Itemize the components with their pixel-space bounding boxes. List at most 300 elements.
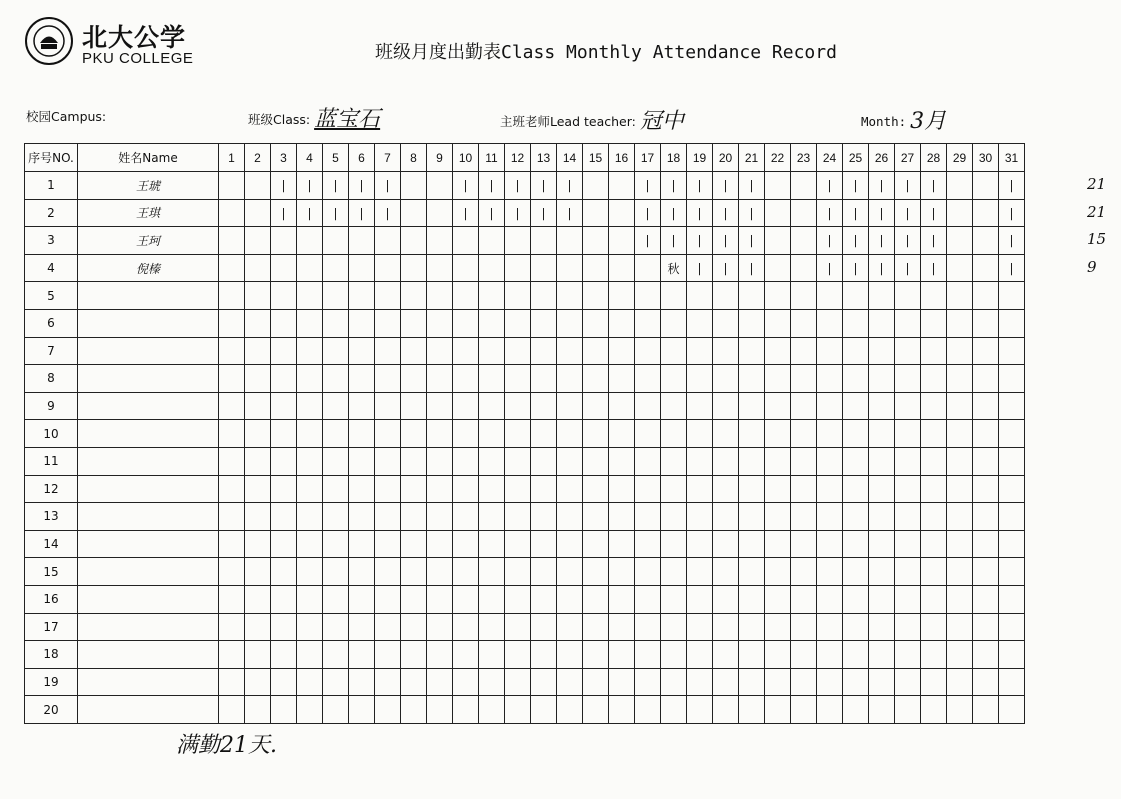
attendance-cell: [557, 254, 583, 282]
attendance-cell: [869, 199, 895, 227]
attendance-cell: [895, 282, 921, 310]
attendance-cell: [765, 365, 791, 393]
attendance-cell: [323, 447, 349, 475]
attendance-cell: [323, 558, 349, 586]
attendance-cell: [297, 530, 323, 558]
row-number: 18: [25, 641, 78, 669]
attendance-cell: [349, 254, 375, 282]
attendance-cell: [297, 503, 323, 531]
row-number: 8: [25, 365, 78, 393]
attendance-cell: [375, 558, 401, 586]
attendance-cell: [947, 309, 973, 337]
attendance-cell: [479, 530, 505, 558]
campus-field: [26, 104, 110, 128]
attendance-cell: [765, 199, 791, 227]
attendance-cell: [375, 392, 401, 420]
attendance-cell: [219, 475, 245, 503]
attendance-cell: [843, 199, 869, 227]
attendance-cell: [427, 420, 453, 448]
attendance-cell: [557, 447, 583, 475]
attendance-cell: [401, 447, 427, 475]
attendance-cell: [531, 172, 557, 200]
attendance-cell: [817, 585, 843, 613]
attendance-cell: [895, 309, 921, 337]
attendance-cell: [479, 199, 505, 227]
attendance-cell: [609, 420, 635, 448]
attendance-cell: [791, 309, 817, 337]
attendance-mark: |: [1009, 261, 1014, 276]
attendance-cell: [245, 558, 271, 586]
attendance-cell: [401, 668, 427, 696]
attendance-cell: [687, 227, 713, 255]
attendance-cell: [973, 309, 999, 337]
attendance-cell: [609, 530, 635, 558]
table-row: [25, 337, 1025, 365]
attendance-mark: |: [827, 178, 832, 193]
attendance-cell: [375, 668, 401, 696]
attendance-cell: [583, 530, 609, 558]
attendance-cell: [609, 696, 635, 724]
attendance-cell: [817, 503, 843, 531]
attendance-cell: [713, 585, 739, 613]
attendance-cell: [921, 641, 947, 669]
attendance-cell: [479, 309, 505, 337]
attendance-cell: [219, 365, 245, 393]
attendance-cell: [791, 282, 817, 310]
row-number: 3: [25, 227, 78, 255]
attendance-cell: [531, 227, 557, 255]
attendance-cell: [349, 309, 375, 337]
attendance-cell: [843, 254, 869, 282]
row-number: 13: [25, 503, 78, 531]
attendance-cell: [609, 503, 635, 531]
attendance-cell: [557, 365, 583, 393]
attendance-cell: [401, 558, 427, 586]
attendance-cell: [531, 585, 557, 613]
attendance-mark: |: [827, 261, 832, 276]
row-number: 16: [25, 585, 78, 613]
attendance-cell: [583, 254, 609, 282]
attendance-cell: [843, 309, 869, 337]
attendance-cell: [427, 668, 453, 696]
attendance-cell: [375, 172, 401, 200]
attendance-cell: [505, 365, 531, 393]
attendance-cell: [999, 475, 1025, 503]
attendance-cell: [453, 641, 479, 669]
attendance-cell: [219, 558, 245, 586]
student-name: 王琥: [78, 172, 219, 200]
attendance-cell: [323, 475, 349, 503]
attendance-cell: [531, 696, 557, 724]
attendance-cell: [323, 282, 349, 310]
attendance-cell: [297, 641, 323, 669]
attendance-cell: [791, 475, 817, 503]
attendance-table: [24, 143, 1025, 724]
attendance-cell: [453, 696, 479, 724]
attendance-cell: [921, 503, 947, 531]
attendance-cell: [427, 199, 453, 227]
attendance-cell: [739, 199, 765, 227]
attendance-cell: [947, 503, 973, 531]
attendance-cell: [219, 503, 245, 531]
attendance-cell: [401, 503, 427, 531]
teacher-value: 冠中: [639, 109, 684, 134]
attendance-cell: [713, 641, 739, 669]
attendance-cell: [531, 613, 557, 641]
attendance-cell: [843, 696, 869, 724]
attendance-cell: [817, 641, 843, 669]
attendance-cell: [453, 227, 479, 255]
attendance-cell: [791, 668, 817, 696]
attendance-cell: [869, 254, 895, 282]
attendance-mark: |: [723, 205, 728, 220]
attendance-cell: [531, 530, 557, 558]
attendance-mark: |: [281, 178, 286, 193]
attendance-cell: [245, 613, 271, 641]
attendance-cell: [791, 199, 817, 227]
attendance-cell: [791, 447, 817, 475]
attendance-cell: [947, 668, 973, 696]
row-number: 14: [25, 530, 78, 558]
day-header: 23: [791, 144, 817, 172]
attendance-cell: [921, 309, 947, 337]
attendance-cell: [921, 365, 947, 393]
attendance-cell: [323, 337, 349, 365]
attendance-cell: [817, 558, 843, 586]
attendance-mark: |: [307, 205, 312, 220]
attendance-cell: [271, 227, 297, 255]
attendance-cell: [635, 475, 661, 503]
table-row: [25, 696, 1025, 724]
attendance-cell: [791, 227, 817, 255]
attendance-cell: [531, 475, 557, 503]
attendance-mark: |: [333, 178, 338, 193]
day-header: 4: [297, 144, 323, 172]
attendance-cell: [791, 530, 817, 558]
attendance-mark: |: [697, 205, 702, 220]
attendance-cell: [271, 613, 297, 641]
attendance-cell: [843, 503, 869, 531]
attendance-cell: [895, 447, 921, 475]
row-total: 21: [1087, 202, 1107, 221]
table-row: [25, 254, 1025, 282]
student-name: [78, 365, 219, 393]
attendance-cell: [947, 613, 973, 641]
table-row: [25, 530, 1025, 558]
attendance-cell: [583, 558, 609, 586]
attendance-cell: [973, 641, 999, 669]
attendance-cell: [661, 558, 687, 586]
attendance-cell: [557, 641, 583, 669]
attendance-cell: [765, 337, 791, 365]
attendance-mark: |: [645, 233, 650, 248]
attendance-cell: [973, 172, 999, 200]
attendance-cell: [947, 337, 973, 365]
attendance-cell: [739, 530, 765, 558]
attendance-cell: [505, 530, 531, 558]
attendance-cell: [921, 585, 947, 613]
attendance-cell: [349, 392, 375, 420]
attendance-cell: [947, 420, 973, 448]
attendance-cell: [999, 337, 1025, 365]
day-header: 28: [921, 144, 947, 172]
attendance-cell: [453, 475, 479, 503]
attendance-cell: [557, 503, 583, 531]
attendance-cell: [479, 227, 505, 255]
attendance-cell: [427, 227, 453, 255]
handwritten-note: 满勤21天.: [176, 733, 277, 758]
attendance-cell: [427, 309, 453, 337]
attendance-cell: [219, 668, 245, 696]
student-name: 王琪: [78, 199, 219, 227]
attendance-cell: [947, 530, 973, 558]
attendance-cell: [869, 282, 895, 310]
attendance-mark: |: [541, 178, 546, 193]
row-number: 2: [25, 199, 78, 227]
row-total: 9: [1087, 257, 1097, 276]
attendance-cell: [453, 447, 479, 475]
student-name: [78, 337, 219, 365]
attendance-cell: [219, 420, 245, 448]
attendance-cell: [869, 365, 895, 393]
attendance-cell: [947, 282, 973, 310]
attendance-cell: [973, 613, 999, 641]
class-value: 蓝宝石: [314, 107, 381, 132]
attendance-cell: [687, 337, 713, 365]
attendance-cell: [375, 227, 401, 255]
attendance-mark: |: [905, 233, 910, 248]
attendance-cell: [999, 447, 1025, 475]
attendance-cell: [297, 172, 323, 200]
table-row: [25, 475, 1025, 503]
attendance-cell: [687, 530, 713, 558]
attendance-cell: [713, 254, 739, 282]
attendance-cell: [817, 309, 843, 337]
attendance-cell: [609, 447, 635, 475]
attendance-mark: |: [749, 178, 754, 193]
attendance-mark: |: [307, 178, 312, 193]
attendance-mark: |: [671, 233, 676, 248]
attendance-cell: [999, 613, 1025, 641]
day-header: 19: [687, 144, 713, 172]
attendance-cell: [765, 282, 791, 310]
attendance-cell: [401, 337, 427, 365]
attendance-cell: [713, 475, 739, 503]
attendance-cell: [271, 365, 297, 393]
attendance-cell: [479, 282, 505, 310]
attendance-cell: [375, 309, 401, 337]
attendance-cell: [349, 282, 375, 310]
attendance-cell: [401, 585, 427, 613]
table-row: [25, 309, 1025, 337]
attendance-mark: |: [905, 178, 910, 193]
attendance-cell: [713, 558, 739, 586]
attendance-cell: [453, 613, 479, 641]
attendance-cell: [869, 696, 895, 724]
attendance-cell: [687, 668, 713, 696]
attendance-cell: [271, 530, 297, 558]
day-header: 11: [479, 144, 505, 172]
attendance-cell: [453, 199, 479, 227]
attendance-cell: [609, 392, 635, 420]
student-name: [78, 309, 219, 337]
attendance-cell: [817, 172, 843, 200]
attendance-cell: [375, 254, 401, 282]
attendance-mark: |: [931, 205, 936, 220]
attendance-cell: [505, 641, 531, 669]
attendance-cell: [505, 668, 531, 696]
attendance-cell: [557, 558, 583, 586]
attendance-cell: [869, 530, 895, 558]
attendance-cell: [765, 558, 791, 586]
attendance-cell: [505, 613, 531, 641]
student-name: [78, 503, 219, 531]
attendance-mark: |: [333, 205, 338, 220]
attendance-cell: [999, 420, 1025, 448]
attendance-cell: [479, 172, 505, 200]
attendance-cell: [401, 309, 427, 337]
attendance-cell: [999, 199, 1025, 227]
day-header: 30: [973, 144, 999, 172]
attendance-cell: [973, 392, 999, 420]
attendance-cell: [557, 199, 583, 227]
attendance-cell: [687, 365, 713, 393]
campus-label: 校园Campus:: [26, 109, 107, 124]
attendance-cell: [713, 447, 739, 475]
attendance-mark: |: [281, 205, 286, 220]
attendance-cell: [661, 530, 687, 558]
attendance-cell: [921, 392, 947, 420]
attendance-cell: [973, 199, 999, 227]
attendance-mark: |: [879, 205, 884, 220]
attendance-mark: |: [541, 205, 546, 220]
attendance-cell: [713, 613, 739, 641]
attendance-cell: [375, 447, 401, 475]
attendance-cell: [427, 641, 453, 669]
attendance-cell: [557, 420, 583, 448]
attendance-mark: |: [385, 205, 390, 220]
attendance-cell: [843, 475, 869, 503]
attendance-cell: [583, 172, 609, 200]
row-number: 12: [25, 475, 78, 503]
day-header: 27: [895, 144, 921, 172]
attendance-cell: [869, 172, 895, 200]
attendance-cell: [661, 254, 687, 282]
day-header: 18: [661, 144, 687, 172]
attendance-cell: [999, 365, 1025, 393]
attendance-cell: [427, 696, 453, 724]
attendance-mark: 秋: [667, 261, 680, 276]
day-header: 21: [739, 144, 765, 172]
attendance-cell: [505, 585, 531, 613]
attendance-cell: [713, 530, 739, 558]
attendance-mark: |: [1009, 233, 1014, 248]
attendance-cell: [271, 475, 297, 503]
attendance-cell: [245, 696, 271, 724]
day-header: 26: [869, 144, 895, 172]
attendance-cell: [739, 641, 765, 669]
attendance-cell: [271, 585, 297, 613]
attendance-cell: [713, 337, 739, 365]
table-row: [25, 392, 1025, 420]
attendance-cell: [531, 282, 557, 310]
attendance-cell: [973, 447, 999, 475]
attendance-cell: [973, 530, 999, 558]
attendance-cell: [453, 530, 479, 558]
row-number: 15: [25, 558, 78, 586]
attendance-cell: [219, 392, 245, 420]
attendance-cell: [375, 585, 401, 613]
attendance-cell: [635, 199, 661, 227]
attendance-cell: [687, 696, 713, 724]
attendance-cell: [661, 199, 687, 227]
row-total: 21: [1087, 175, 1107, 193]
attendance-cell: [323, 530, 349, 558]
month-field: [861, 104, 947, 134]
attendance-cell: [687, 475, 713, 503]
brand-name-en: PKU COLLEGE: [82, 50, 194, 67]
attendance-cell: [635, 172, 661, 200]
attendance-cell: [219, 282, 245, 310]
attendance-cell: [739, 172, 765, 200]
attendance-cell: [713, 227, 739, 255]
attendance-mark: |: [723, 261, 728, 276]
header-row: [25, 144, 1025, 172]
attendance-cell: [531, 365, 557, 393]
attendance-cell: [349, 668, 375, 696]
attendance-cell: [531, 392, 557, 420]
attendance-cell: [427, 282, 453, 310]
attendance-cell: [999, 558, 1025, 586]
attendance-cell: [973, 254, 999, 282]
attendance-cell: [505, 447, 531, 475]
attendance-cell: [921, 337, 947, 365]
attendance-mark: |: [697, 261, 702, 276]
attendance-cell: [661, 309, 687, 337]
attendance-cell: [973, 668, 999, 696]
attendance-cell: [687, 447, 713, 475]
attendance-cell: [947, 254, 973, 282]
attendance-cell: [271, 447, 297, 475]
attendance-cell: [713, 199, 739, 227]
attendance-cell: [219, 447, 245, 475]
attendance-cell: [661, 503, 687, 531]
attendance-cell: [557, 613, 583, 641]
attendance-cell: [219, 585, 245, 613]
attendance-cell: [349, 503, 375, 531]
attendance-cell: [245, 447, 271, 475]
attendance-cell: [687, 420, 713, 448]
attendance-cell: [869, 227, 895, 255]
attendance-cell: [531, 337, 557, 365]
attendance-cell: [921, 558, 947, 586]
attendance-mark: |: [723, 178, 728, 193]
day-header: 15: [583, 144, 609, 172]
attendance-cell: [219, 530, 245, 558]
attendance-cell: [895, 503, 921, 531]
attendance-cell: [869, 475, 895, 503]
attendance-cell: [661, 392, 687, 420]
attendance-cell: [687, 254, 713, 282]
pku-college-logo: [24, 14, 214, 70]
attendance-mark: |: [931, 261, 936, 276]
attendance-cell: [271, 392, 297, 420]
day-header: 20: [713, 144, 739, 172]
day-header: 2: [245, 144, 271, 172]
attendance-cell: [453, 558, 479, 586]
attendance-cell: [791, 254, 817, 282]
attendance-cell: [245, 641, 271, 669]
